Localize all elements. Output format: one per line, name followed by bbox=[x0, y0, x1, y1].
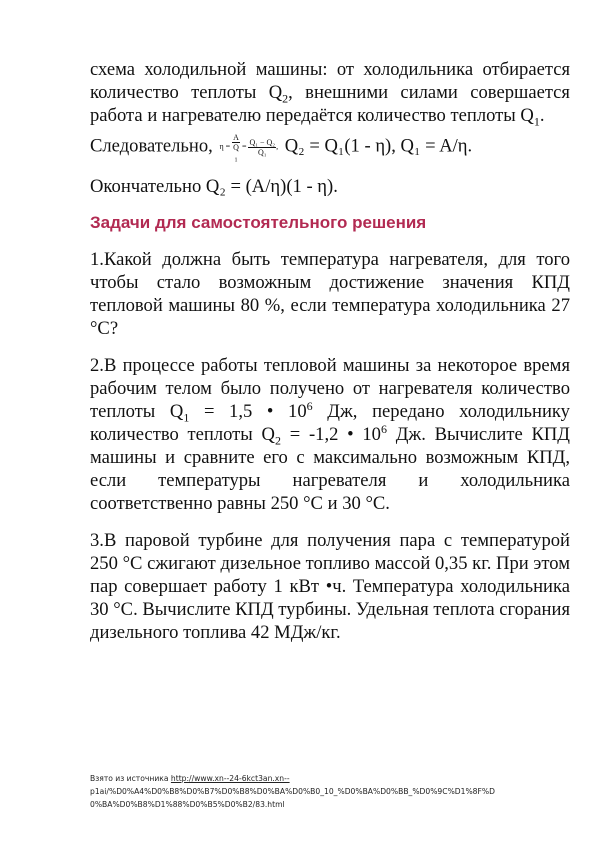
source-link[interactable]: http://www.xn--24-6kct3an.xn-- bbox=[170, 774, 290, 783]
formula-equals: = bbox=[241, 141, 247, 151]
fraction-q1-q2 bbox=[248, 137, 279, 157]
formula-line bbox=[90, 133, 570, 164]
intro-text-1: схема холодильной машины: от холодильника отбирается количество теплоты Q bbox=[90, 59, 570, 103]
footer-line-1 bbox=[90, 772, 530, 785]
fraction-num-diff: Q₁ − Q₂ bbox=[249, 137, 276, 147]
problem-1: 1.Какой должна быть температура нагревателя, для того чтобы стало возможным достижение значения КПД тепловой машины 80 %, если температура холодильника 27 °С? bbox=[90, 249, 570, 339]
footer-line-3: 0%BA%D0%B8%D1%88%D0%B5%D0%B2/83.html bbox=[90, 800, 285, 809]
fraction-num-a: A bbox=[233, 133, 239, 142]
formula-comma: , bbox=[276, 141, 279, 151]
intro-text-3: . bbox=[539, 105, 545, 126]
problem-2-text-1: 2.В процессе работы тепловой машины за некоторое время рабочим телом было получено от нагревателя количество теплоты Q bbox=[90, 355, 570, 422]
sled-label: Следовательно, bbox=[90, 135, 213, 157]
source-footer bbox=[90, 772, 530, 811]
problem-2-sup-1: 6 bbox=[306, 398, 313, 413]
intro-text-2: , внешними силами совершается работа и нагревателю передаётся количество теплоты Q bbox=[90, 82, 570, 126]
footer-line-2: p1ai/%D0%A4%D0%B8%D0%B7%D0%B8%D0%BA%D0%B0_10_%D0%BA%D0%BB_%D0%9C%D1%8F%D bbox=[90, 787, 495, 796]
q2-subscript: 2 bbox=[282, 91, 289, 106]
problem-2-sub-1: 1 bbox=[183, 410, 190, 425]
final-line: Окончательно Q₂ = (A/η)(1 - η). bbox=[90, 176, 338, 197]
problem-2-text-5: Дж. Вычислите КПД машины и сравните его с максимально возможным КПД, если температуры нагревателя и холодильника соответственно равны 250 °С и 30 °С. bbox=[90, 424, 570, 514]
formula-eta: η = bbox=[219, 141, 231, 151]
efficiency-formula bbox=[219, 133, 279, 164]
problem-2-sub-2: 2 bbox=[274, 433, 281, 448]
problem-2-text-2: = 1,5 • 10 bbox=[189, 401, 307, 422]
problem-2 bbox=[90, 354, 570, 515]
footer-prefix: Взято из источника bbox=[90, 774, 171, 783]
intro-paragraph bbox=[90, 58, 570, 127]
q1-subscript: 1 bbox=[533, 114, 540, 129]
fraction-den-q1b: Q₁ bbox=[257, 147, 267, 157]
section-heading: Задачи для самостоятельного решения bbox=[90, 213, 427, 232]
problem-3: 3.В паровой турбине для получения пара с температурой 250 °С сжигают дизельное топливо массой 0,35 кг. При этом пар совершает работу 1 кВт •ч. Температура холодильника 30 °С. Вычислите КПД турбины. Удельная теплота сгорания дизельного топлива 42 МДж/кг. bbox=[90, 530, 570, 643]
result-text: Q₂ = Q₁(1 - η), Q₁ = A/η. bbox=[280, 135, 473, 157]
fraction-den-q1: Q $_1$ bbox=[233, 143, 239, 164]
problem-2-text-4: = -1,2 • 10 bbox=[280, 424, 381, 445]
problem-2-sup-2: 6 bbox=[380, 421, 387, 436]
fraction-a-q1 bbox=[232, 133, 240, 164]
page-content bbox=[90, 58, 570, 658]
problem-2-text-3: Дж, передано холодильнику количество теплоты Q bbox=[90, 401, 570, 445]
